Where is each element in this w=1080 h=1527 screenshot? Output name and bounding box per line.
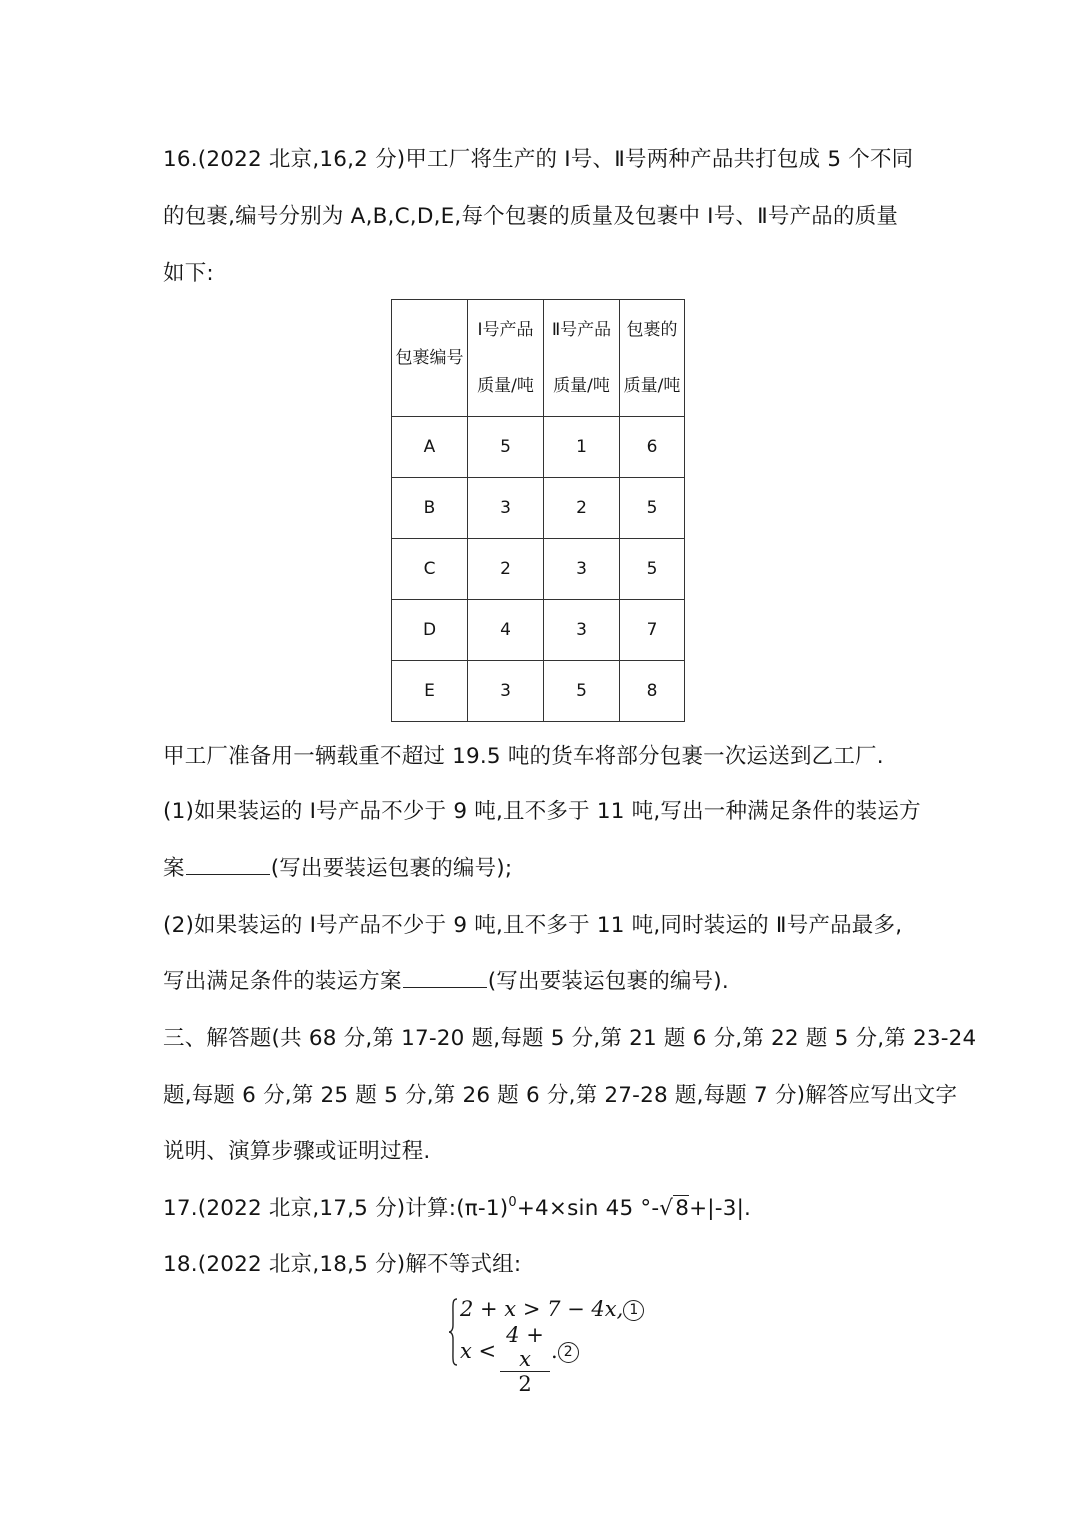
table-row xyxy=(392,539,685,600)
header-product-2 xyxy=(544,300,620,417)
table-cell: 5 xyxy=(620,539,685,600)
table-cell: 5 xyxy=(468,417,544,478)
table-cell: 3 xyxy=(468,478,544,539)
inequality-2 xyxy=(460,1339,496,1363)
package-table xyxy=(391,299,685,722)
table-cell: D xyxy=(392,600,468,661)
header-text: Ⅰ号产品 xyxy=(477,320,534,340)
header-text: 包裹编号 xyxy=(395,348,464,368)
q17-mid: +4×sin 45 °-√ xyxy=(516,1196,674,1221)
inequality-2-tail xyxy=(551,1339,579,1363)
section3-line-2: 题,每题 6 分,第 25 题 5 分,第 26 题 6 分,第 27-28 题,每题 7 分)解答应写出文字 xyxy=(163,1083,958,1108)
header-package-weight xyxy=(620,300,685,417)
q16-line-1: 16.(2022 北京,16,2 分)甲工厂将生产的 Ⅰ号、Ⅱ号两种产品共打包成 5 个不同 xyxy=(163,147,914,172)
answer-blank-2[interactable] xyxy=(403,969,487,988)
table-cell: 2 xyxy=(468,539,544,600)
table-cell: 5 xyxy=(544,661,620,722)
section3-line-1: 三、解答题(共 68 分,第 17-20 题,每题 5 分,第 21 题 6 分,第 22 题 5 分,第 23-24 xyxy=(163,1026,977,1051)
q17-radicand: 8 xyxy=(675,1196,690,1221)
table-cell: B xyxy=(392,478,468,539)
inequality-2-lhs: x < xyxy=(460,1339,497,1363)
circled-number-2: 2 xyxy=(558,1342,579,1363)
left-brace-icon xyxy=(448,1297,458,1367)
header-text: 质量/吨 xyxy=(477,376,534,396)
q17-pre: 17.(2022 北京,17,5 分)计算:(π-1) xyxy=(163,1196,509,1221)
header-text: Ⅱ号产品 xyxy=(551,320,612,340)
fraction-denominator: 2 xyxy=(518,1372,532,1396)
table-cell: 7 xyxy=(620,600,685,661)
inequality-1 xyxy=(460,1297,644,1321)
q16-sub2-line-b xyxy=(163,967,729,997)
table-row xyxy=(392,417,685,478)
sub2-prefix: 写出满足条件的装运方案 xyxy=(163,969,402,994)
q16-sub1-line-a: (1)如果装运的 Ⅰ号产品不少于 9 吨,且不多于 11 吨,写出一种满足条件的装运方 xyxy=(163,799,921,824)
header-text: 包裹的 xyxy=(626,320,678,340)
q17-post: +|-3|. xyxy=(689,1196,752,1221)
q17-exponent: 0 xyxy=(508,1195,517,1210)
table-cell: E xyxy=(392,661,468,722)
table-cell: C xyxy=(392,539,468,600)
table-cell: 3 xyxy=(544,539,620,600)
inequality-1-text: 2 + x > 7 − 4x, xyxy=(460,1297,624,1321)
q16-line-3: 如下: xyxy=(163,261,214,286)
q16-sub2-line-a: (2)如果装运的 Ⅰ号产品不少于 9 吨,且不多于 11 吨,同时装运的 Ⅱ号产品最多, xyxy=(163,913,903,938)
table-cell: 5 xyxy=(620,478,685,539)
sub1-suffix: (写出要装运包裹的编号); xyxy=(270,856,513,881)
header-text: 质量/吨 xyxy=(623,376,681,396)
section3-line-3: 说明、演算步骤或证明过程. xyxy=(163,1139,431,1164)
circled-number-1: 1 xyxy=(623,1300,644,1321)
sub1-prefix: 案 xyxy=(163,856,185,881)
table-cell: 3 xyxy=(468,661,544,722)
sub2-suffix: (写出要装运包裹的编号). xyxy=(487,969,729,994)
table-cell: 4 xyxy=(468,600,544,661)
q16-sub1-line-b xyxy=(163,854,512,884)
table-row xyxy=(392,661,685,722)
table-cell: 2 xyxy=(544,478,620,539)
table-cell: 8 xyxy=(620,661,685,722)
table-cell: 3 xyxy=(544,600,620,661)
fraction xyxy=(500,1323,550,1396)
fraction-numerator: 4 + x xyxy=(500,1323,550,1372)
inequality-2-period: . xyxy=(551,1339,558,1363)
table-cell: 1 xyxy=(544,417,620,478)
table-header-row xyxy=(392,300,685,417)
table-row xyxy=(392,600,685,661)
inequality-system xyxy=(448,1297,639,1396)
answer-blank-1[interactable] xyxy=(186,856,270,875)
q16-line-4: 甲工厂准备用一辆载重不超过 19.5 吨的货车将部分包裹一次运送到乙工厂. xyxy=(163,744,884,769)
header-package-id xyxy=(392,300,468,417)
header-text: 质量/吨 xyxy=(553,376,610,396)
table-cell: A xyxy=(392,417,468,478)
q17-line xyxy=(163,1194,751,1224)
q16-line-2: 的包裹,编号分别为 A,B,C,D,E,每个包裹的质量及包裹中 Ⅰ号、Ⅱ号产品的质量 xyxy=(163,204,899,229)
table-row xyxy=(392,478,685,539)
header-product-1 xyxy=(468,300,544,417)
q18-line: 18.(2022 北京,18,5 分)解不等式组: xyxy=(163,1252,522,1277)
table-cell: 6 xyxy=(620,417,685,478)
